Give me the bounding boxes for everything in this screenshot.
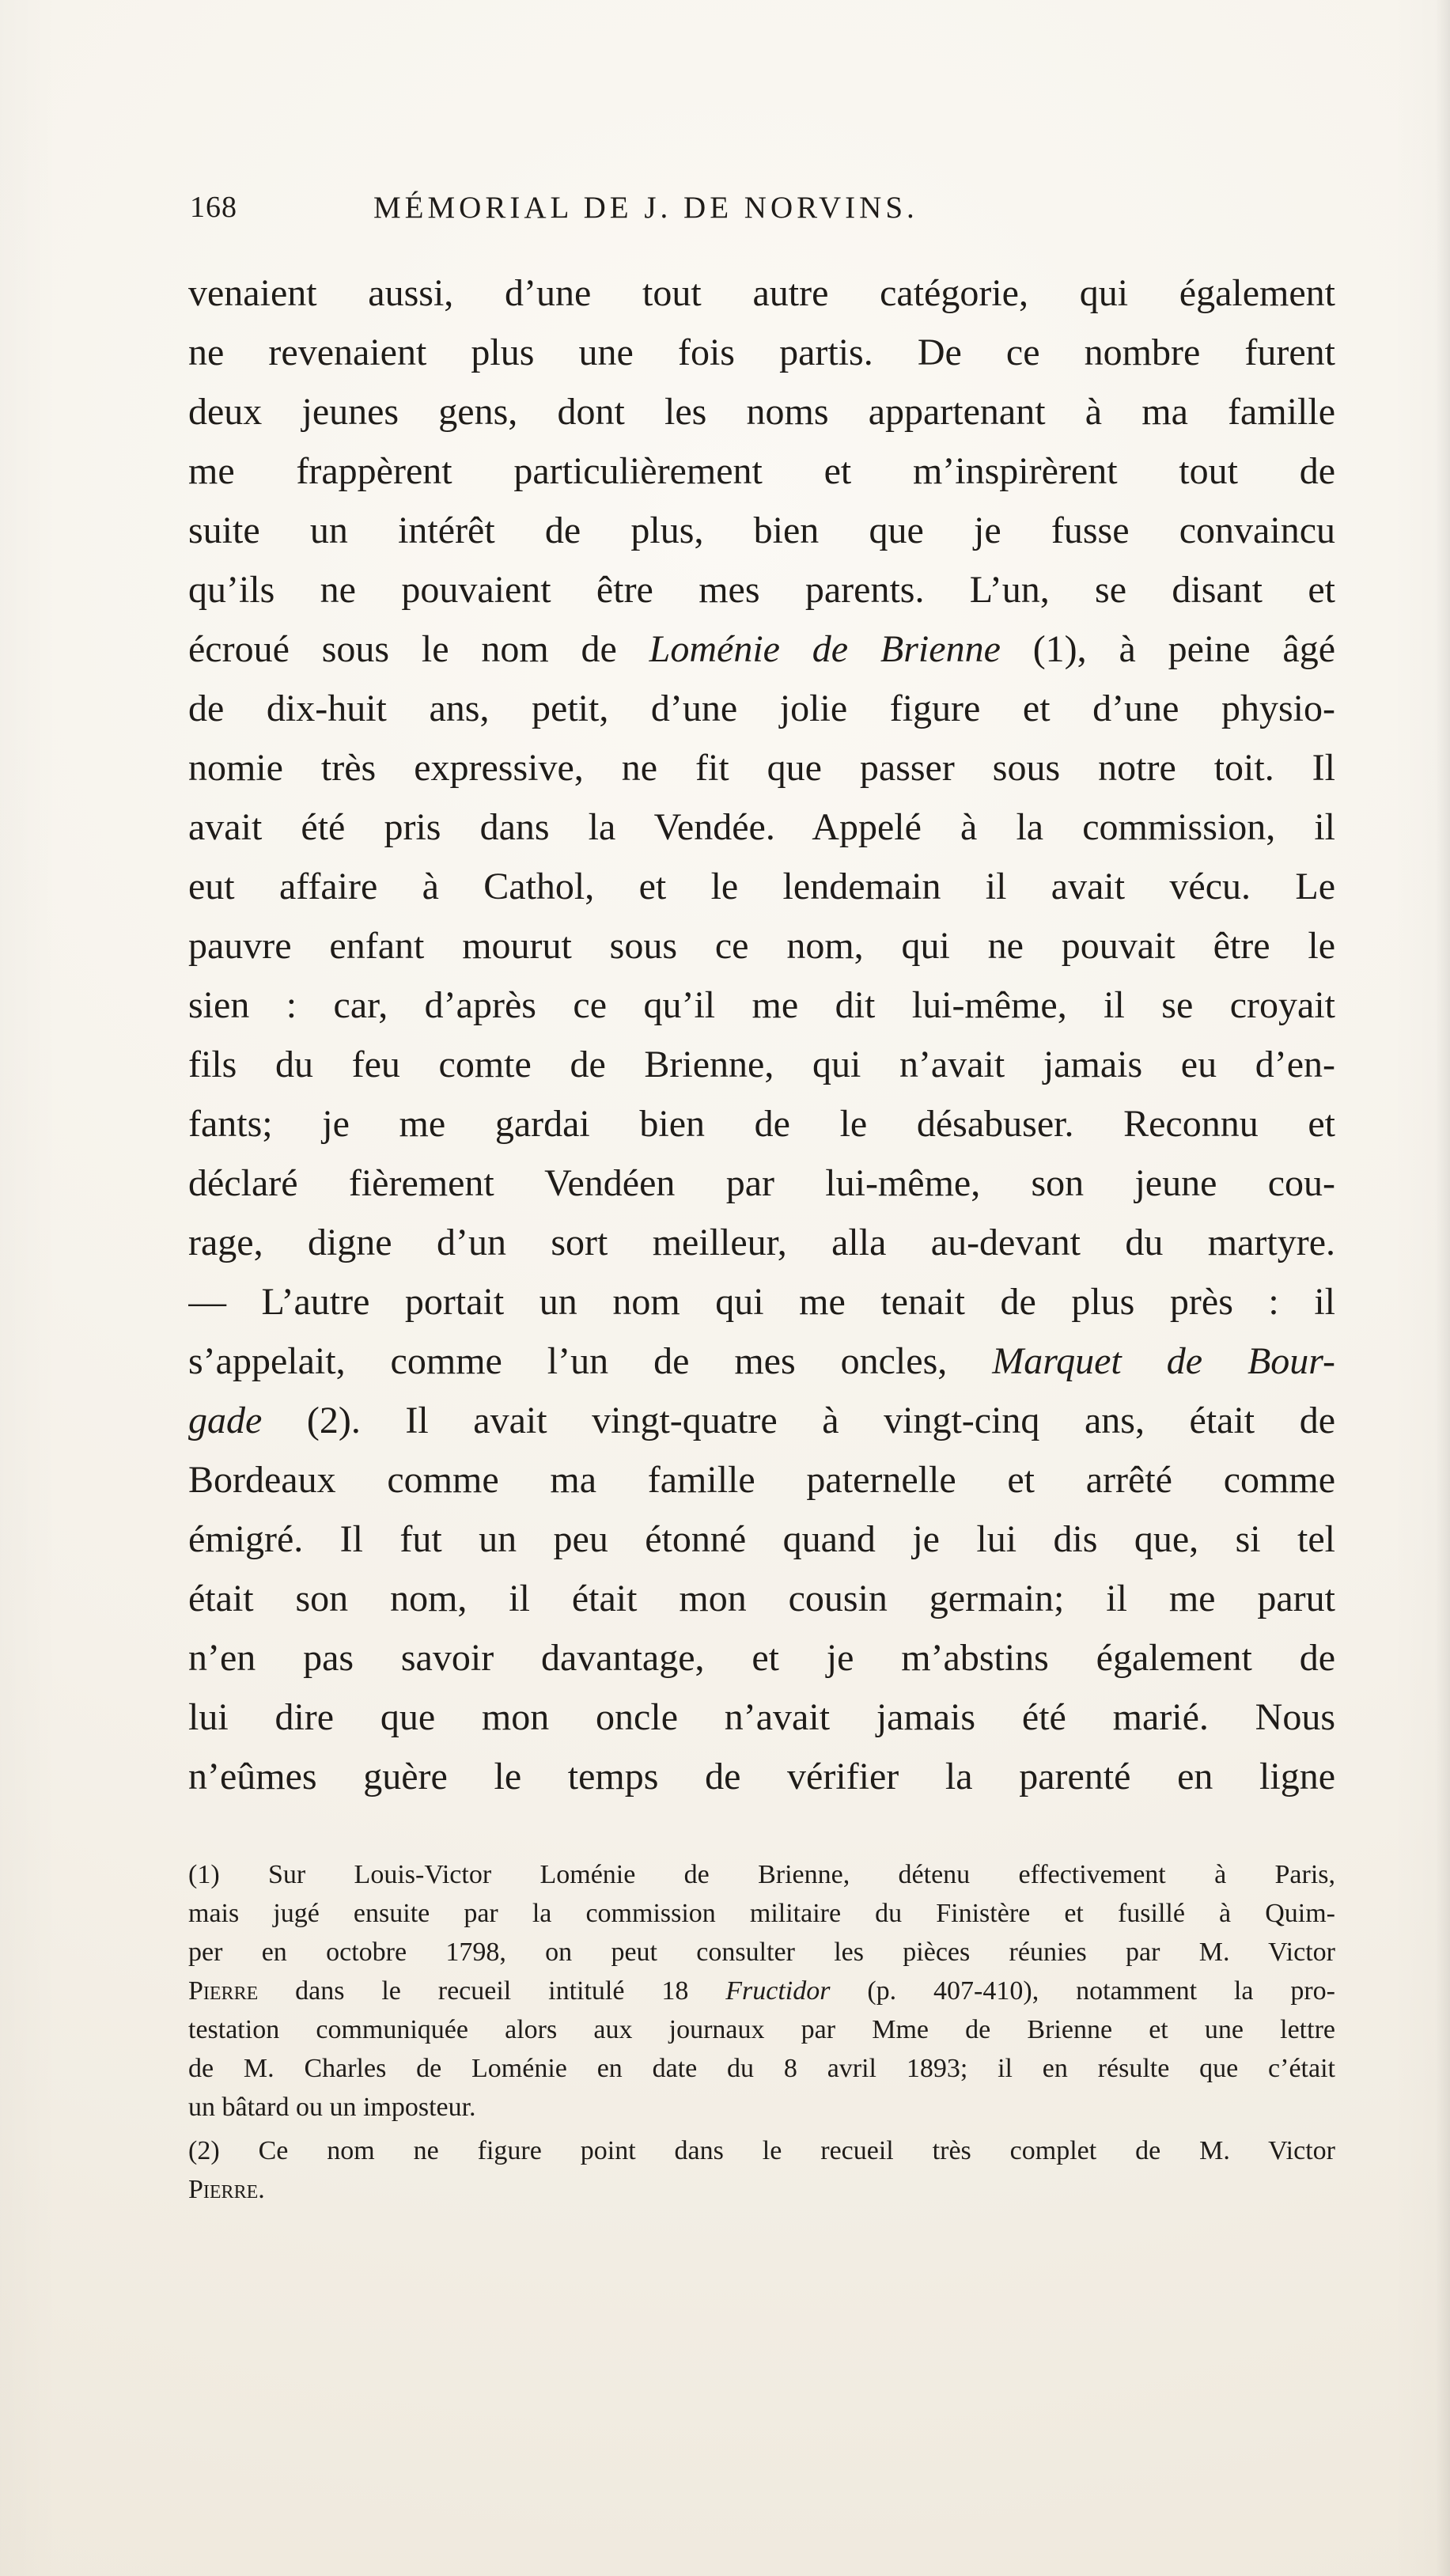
body-line: rage, digne d’un sort meilleur, alla au-devant du martyre.: [188, 1222, 1335, 1263]
body-line: nomie très expressive, ne fit que passer sous notre toit. Il: [188, 747, 1335, 789]
footnote-1-line: [188, 1972, 1335, 2010]
body-line: pauvre enfant mourut sous ce nom, qui ne pouvait être le: [188, 925, 1335, 967]
author-name-pierre: Pierre: [188, 1976, 259, 2006]
page-number: 168: [190, 191, 237, 224]
italic-name-marquet: Marquet de Bour-: [992, 1340, 1335, 1382]
footnote-1-line: [188, 1855, 1335, 1894]
body-line: [188, 1332, 1335, 1391]
body-line: Bordeaux comme ma famille paternelle et arrêté comme: [188, 1459, 1335, 1501]
body-line: émigré. Il fut un peu étonné quand je lui dis que, si tel: [188, 1518, 1335, 1560]
body-text-segment: s’appelait, comme l’un de mes oncles,: [188, 1340, 993, 1382]
body-line: eut affaire à Cathol, et le lendemain il avait vécu. Le: [188, 866, 1335, 907]
body-line: avait été pris dans la Vendée. Appelé à la commission, il: [188, 806, 1335, 848]
body-line: était son nom, il était mon cousin germain; il me parut: [188, 1578, 1335, 1619]
body-line: — L’autre portait un nom qui me tenait de plus près : il: [188, 1281, 1335, 1323]
footnote-text: dans le recueil intitulé 18: [258, 1976, 726, 2006]
footnote-1-line: de M. Charles de Loménie en date du 8 avril 1893; il en résulte que c’était: [188, 2054, 1335, 2083]
body-line: sien : car, d’après ce qu’il me dit lui-même, il se croyait: [188, 984, 1335, 1026]
footnote-1-marker: (1): [188, 1860, 220, 1889]
body-line: [188, 619, 1335, 679]
footnote-2-line: Pierre.: [188, 2175, 265, 2204]
body-line: ne revenaient plus une fois partis. De ce nombre furent: [188, 331, 1335, 373]
body-line: n’en pas savoir davantage, et je m’abstins également de: [188, 1637, 1335, 1679]
italic-name-lomenie: Loménie de Brienne: [649, 628, 1001, 670]
body-text-segment: (1), à peine âgé: [1000, 628, 1335, 670]
body-line: n’eûmes guère le temps de vérifier la parenté en ligne: [188, 1756, 1335, 1798]
body-text-segment: écroué sous le nom de: [188, 628, 649, 670]
italic-name-gade: gade: [188, 1400, 263, 1441]
body-text-segment: (2). Il avait vingt-quatre à vingt-cinq ans, était de: [262, 1400, 1335, 1441]
footnote-1-line: per en octobre 1798, on peut consulter les pièces réunies par M. Victor: [188, 1938, 1335, 1967]
footnote-2-line: [188, 2131, 1335, 2170]
footnote-text: Ce nom ne figure point dans le recueil très complet de M. Victor: [258, 2136, 1335, 2165]
footnote-1-line: un bâtard ou un imposteur.: [188, 2093, 476, 2122]
italic-title-fructidor: Fructidor: [725, 1976, 831, 2006]
page-edge-shadow: [1436, 0, 1450, 2576]
footnote-2-marker: (2): [188, 2136, 220, 2165]
body-line: me frappèrent particulièrement et m’inspirèrent tout de: [188, 450, 1335, 492]
body-text: [188, 263, 1335, 1806]
footnotes: [188, 1855, 1335, 2209]
running-head: MÉMORIAL DE J. DE NORVINS.: [373, 191, 918, 225]
body-line: venaient aussi, d’une tout autre catégorie, qui également: [188, 272, 1335, 314]
footnote-text: Sur Louis-Victor Loménie de Brienne, détenu effectivement à Paris,: [268, 1860, 1335, 1889]
footnote-text: (p. 407-410), notamment la pro-: [830, 1976, 1335, 2006]
body-line: fants; je me gardai bien de le désabuser. Reconnu et: [188, 1103, 1335, 1145]
body-line: [188, 1391, 1335, 1450]
footnote-1-line: mais jugé ensuite par la commission militaire du Finistère et fusillé à Quim-: [188, 1899, 1335, 1928]
body-line: lui dire que mon oncle n’avait jamais été marié. Nous: [188, 1696, 1335, 1738]
body-line: suite un intérêt de plus, bien que je fusse convaincu: [188, 510, 1335, 551]
body-line: qu’ils ne pouvaient être mes parents. L’un, se disant et: [188, 569, 1335, 611]
body-line: deux jeunes gens, dont les noms appartenant à ma famille: [188, 391, 1335, 433]
body-line: déclaré fièrement Vendéen par lui-même, son jeune cou-: [188, 1162, 1335, 1204]
body-line: fils du feu comte de Brienne, qui n’avait jamais eu d’en-: [188, 1044, 1335, 1085]
footnote-1-line: testation communiquée alors aux journaux par Mme de Brienne et une lettre: [188, 2015, 1335, 2044]
body-line: de dix-huit ans, petit, d’une jolie figure et d’une physio-: [188, 688, 1335, 729]
page-header: [190, 190, 1337, 237]
